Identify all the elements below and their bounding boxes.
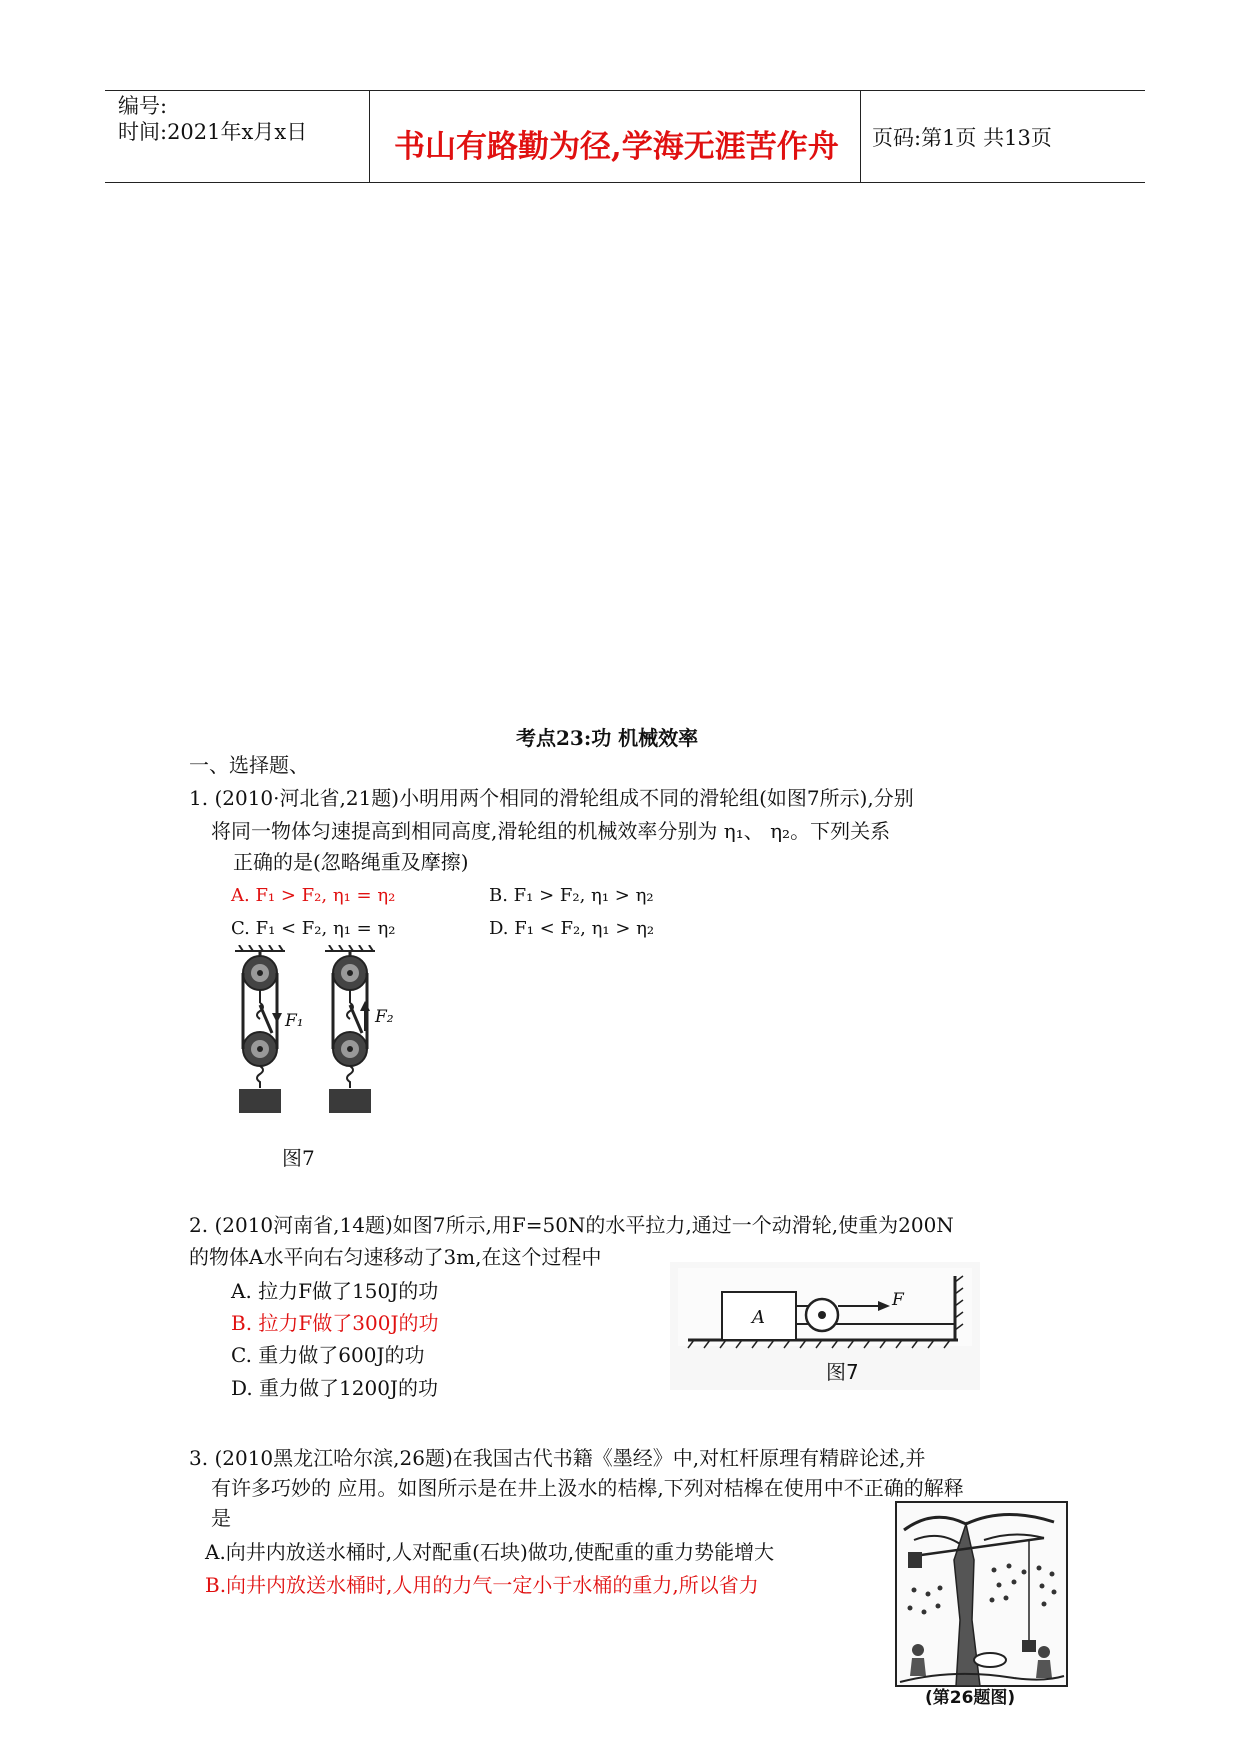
q1-option-a: A. F₁ > F₂, η₁ = η₂ bbox=[231, 885, 396, 906]
page-label: 页码:第1页 共13页 bbox=[872, 126, 1052, 150]
ceiling-left bbox=[235, 945, 285, 951]
label-a: A bbox=[752, 1307, 765, 1328]
q2-figure-caption: 图7 bbox=[826, 1360, 859, 1384]
q3-option-b: B.向井内放送水桶时,人用的力气一定小于水桶的重力,所以省力 bbox=[205, 1573, 759, 1597]
q1-option-c: C. F₁ < F₂, η₁ = η₂ bbox=[231, 918, 396, 939]
time-label: 时间:2021年x月x日 bbox=[118, 120, 308, 144]
block-pulley-figure bbox=[670, 1262, 980, 1390]
label-f: F bbox=[892, 1290, 904, 1310]
label-f1: F₁ bbox=[285, 1011, 304, 1031]
well-sweep-illustration bbox=[894, 1500, 1069, 1708]
q2-option-d: D. 重力做了1200J的功 bbox=[231, 1376, 438, 1400]
motto: 书山有路勤为径,学海无涯苦作舟 bbox=[394, 129, 839, 165]
q1-figure-caption: 图7 bbox=[282, 1146, 315, 1170]
q3-line1: 3. (2010黑龙江哈尔滨,26题)在我国古代书籍《墨经》中,对杠杆原理有精辟论述,并 bbox=[189, 1446, 926, 1470]
q1-line1: 1. (2010·河北省,21题)小明用两个相同的滑轮组成不同的滑轮组(如图7所示),分别 bbox=[189, 786, 914, 810]
header-bottom-rule bbox=[105, 182, 1145, 183]
q2-line2: 的物体A水平向右匀速移动了3m,在这个过程中 bbox=[189, 1245, 602, 1269]
q1-line2: 将同一物体匀速提高到相同高度,滑轮组的机械效率分别为 η₁、 η₂。下列关系 bbox=[211, 819, 891, 843]
q1-option-d: D. F₁ < F₂, η₁ > η₂ bbox=[489, 918, 655, 939]
q2-option-b: B. 拉力F做了300J的功 bbox=[231, 1311, 439, 1335]
q1-line3: 正确的是(忽略绳重及摩擦) bbox=[233, 850, 469, 874]
q3-option-a: A.向井内放送水桶时,人对配重(石块)做功,使配重的重力势能增大 bbox=[205, 1540, 775, 1564]
header-divider-left bbox=[369, 90, 370, 183]
header-top-rule bbox=[105, 90, 1145, 91]
q3-line2: 有许多巧妙的 应用。如图所示是在井上汲水的桔槔,下列对桔槔在使用中不正确的解释 bbox=[211, 1476, 964, 1500]
q3-line3: 是 bbox=[211, 1506, 231, 1530]
pulley-system-2 bbox=[329, 951, 371, 1113]
q2-option-a: A. 拉力F做了150J的功 bbox=[231, 1279, 439, 1303]
ceiling-right bbox=[325, 945, 375, 951]
header-divider-right bbox=[860, 90, 861, 183]
label-f2: F₂ bbox=[375, 1007, 394, 1027]
pulley-figure bbox=[225, 945, 425, 1130]
serial-label: 编号: bbox=[118, 94, 168, 118]
q1-option-b: B. F₁ > F₂, η₁ > η₂ bbox=[489, 885, 654, 906]
q2-line1: 2. (2010河南省,14题)如图7所示,用F=50N的水平拉力,通过一个动滑轮,使重为200N bbox=[189, 1213, 954, 1237]
topic-title: 考点23:功 机械效率 bbox=[516, 726, 699, 750]
q2-option-c: C. 重力做了600J的功 bbox=[231, 1343, 425, 1367]
q3-figure-caption: (第26题图) bbox=[925, 1688, 1016, 1708]
pulley-system-1 bbox=[239, 951, 282, 1113]
section-heading: 一、选择题、 bbox=[189, 753, 309, 777]
